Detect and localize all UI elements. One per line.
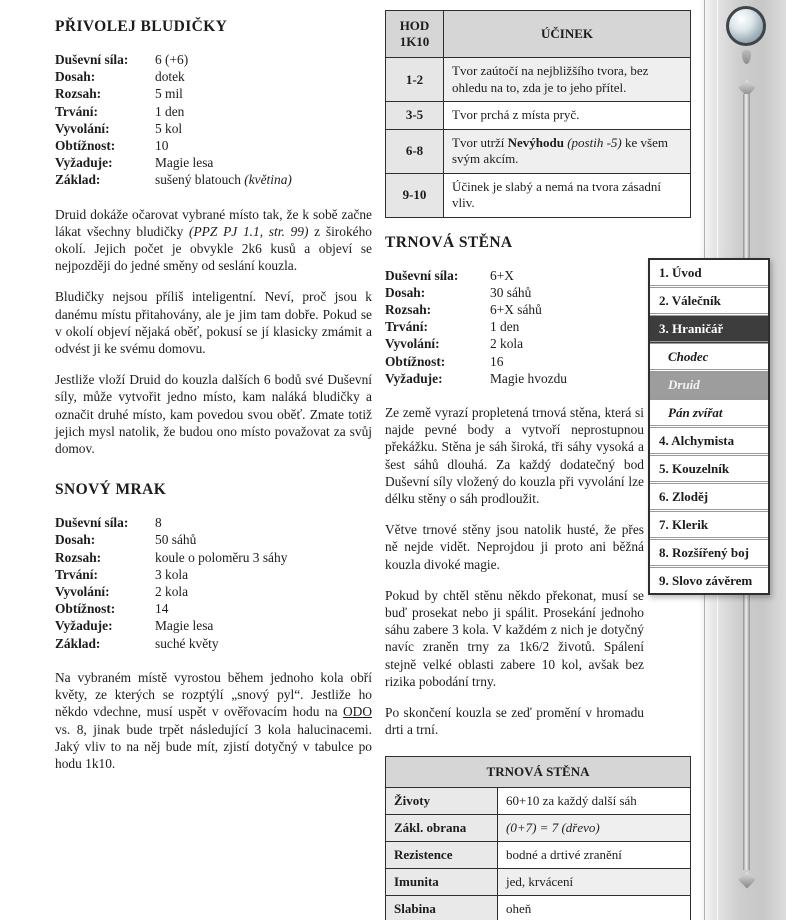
nav-item-klerik[interactable] — [650, 512, 768, 540]
paragraph: Po skončení kouzla se zeď promění v hromadu drti a trní. — [385, 704, 644, 738]
stat-row — [385, 301, 644, 318]
rod-bottom-finial-icon — [739, 872, 756, 889]
effect-table-header-roll: HOD 1K10 — [386, 11, 444, 58]
stat-value: 6+X — [490, 267, 514, 283]
stat-value: koule o poloměru 3 sáhy — [155, 549, 288, 565]
nav-item-alchymista[interactable] — [650, 428, 768, 456]
stat-value: 30 sáhů — [490, 284, 532, 300]
stat-value: dotek — [155, 69, 185, 85]
effect-cell: Tvor zaútočí na nejbližšího tvora, bez ohledu na to, zda je to jeho přítel. — [444, 58, 691, 102]
stat-row — [55, 171, 372, 188]
stat-label: Obtížnost: — [55, 138, 116, 154]
stat-label: Vyžaduje: — [55, 155, 113, 171]
stat-row — [55, 549, 372, 566]
nav-item-druid[interactable] — [650, 372, 768, 400]
table-header-row — [386, 757, 691, 788]
paragraph: Větve trnové stěny jsou natolik husté, že přes ně nejde vidět. Neprojdou ji proto ani běžná kouzla divoké magie. — [385, 522, 644, 572]
roll-cell: 6-8 — [386, 129, 444, 173]
table-row — [386, 788, 691, 815]
stat-value: 8 — [155, 515, 162, 531]
stat-label: Rozsah: — [55, 86, 102, 102]
stat-value: Magie lesa — [155, 618, 214, 634]
stat-value: 50 sáhů — [155, 532, 197, 548]
stat-row — [385, 284, 644, 301]
stat-label: Dosah: — [55, 69, 96, 85]
stat-label: Základ: — [55, 635, 101, 651]
stat-label: Vyvolání: — [55, 120, 110, 136]
jewel-drop-icon — [742, 50, 751, 64]
nav-item-rozsireny-boj[interactable] — [650, 540, 768, 568]
chapter-nav — [648, 258, 770, 595]
spell2-stat-block — [55, 514, 372, 652]
wall-stat-label: Slabina — [386, 896, 498, 920]
table-row — [386, 869, 691, 896]
nav-item-label: 1. Úvod — [659, 265, 702, 280]
stat-value: suché květy — [155, 635, 219, 651]
stat-row — [385, 318, 644, 335]
nav-item-valecnik[interactable] — [650, 288, 768, 316]
left-column — [55, 10, 372, 786]
stat-row — [55, 103, 372, 120]
wall-table-title: TRNOVÁ STĚNA — [386, 757, 691, 788]
stat-value: Magie hvozdu — [490, 370, 567, 386]
spell1-stat-block — [55, 51, 372, 189]
stat-label: Trvání: — [55, 566, 98, 582]
stat-value: 16 — [490, 353, 504, 369]
stat-row — [55, 583, 372, 600]
table-row — [386, 58, 691, 102]
nav-item-pan-zvirat[interactable] — [650, 400, 768, 428]
wall-stat-label: Zákl. obrana — [386, 815, 498, 842]
wall-stats-table — [385, 756, 691, 920]
stat-value: 10 — [155, 138, 169, 154]
table-row — [386, 173, 691, 217]
wall-stat-value: jed, krvácení — [498, 869, 691, 896]
table-header-row — [386, 11, 691, 58]
stat-value: 14 — [155, 601, 169, 617]
stat-label: Vyžaduje: — [385, 370, 443, 386]
stat-row — [55, 514, 372, 531]
effect-table — [385, 10, 691, 218]
wall-stat-label: Životy — [386, 788, 498, 815]
stat-row — [55, 600, 372, 617]
nav-item-label: 2. Válečník — [659, 293, 721, 308]
effect-cell: Tvor prchá z místa pryč. — [444, 102, 691, 130]
stat-value: 6 (+6) — [155, 52, 189, 67]
wall-stat-value: bodné a drtivé zranění — [498, 842, 691, 869]
effect-cell: Účinek je slabý a nemá na tvora zásadní vliv. — [444, 173, 691, 217]
paragraph: Bludičky nejsou příliš inteligentní. Neví, proč jsou k danému místu přitahovány, ale je jim tam dobře. Pokud se v okolí objeví nějaká oběť, pokusí se jí klasicky zmámit a odvést ji ke svému domovu. — [55, 289, 372, 357]
right-column — [385, 10, 691, 920]
wall-stat-label: Imunita — [386, 869, 498, 896]
stat-row — [385, 267, 644, 284]
effect-cell: Tvor utrží Nevýhodu (postih -5) ke všem svým akcím. — [444, 129, 691, 173]
nav-item-label: 9. Slovo závěrem — [659, 573, 753, 588]
nav-item-label: 5. Kouzelník — [659, 461, 730, 476]
stat-label: Obtížnost: — [385, 353, 446, 369]
stat-label: Dosah: — [385, 284, 426, 300]
stat-value: Magie lesa — [155, 155, 214, 171]
stat-value: 6+X sáhů — [490, 301, 542, 317]
stat-label: Duševní síla: — [385, 267, 459, 283]
stat-label: Rozsah: — [385, 301, 432, 317]
table-row — [386, 842, 691, 869]
nav-item-label: 7. Klerik — [659, 517, 709, 532]
spell-title-privolej-bludicky: PŘIVOLEJ BLUDIČKY — [55, 18, 228, 35]
roll-cell: 9-10 — [386, 173, 444, 217]
stat-row — [55, 120, 372, 137]
nav-item-label: Druid — [668, 377, 700, 392]
stat-value: sušený blatouch (květina) — [155, 172, 292, 188]
table-row — [386, 896, 691, 920]
stat-label: Duševní síla: — [55, 515, 129, 531]
nav-item-hranicar[interactable] — [650, 316, 768, 344]
stat-value: 2 kola — [155, 584, 189, 600]
wall-stat-value: oheň — [498, 896, 691, 920]
spell-title-trnova-stena: TRNOVÁ STĚNA — [385, 233, 513, 251]
stat-label: Trvání: — [55, 103, 98, 119]
stat-row — [385, 370, 644, 387]
stat-label: Trvání: — [385, 319, 428, 335]
stat-label: Duševní síla: — [55, 52, 129, 67]
nav-item-chodec[interactable] — [650, 344, 768, 372]
stat-row — [385, 335, 644, 352]
stat-row — [55, 635, 372, 652]
paragraph: Druid dokáže očarovat vybrané místo tak, že k sobě začne lákat všechny bludičky (PPZ PJ 1.1, str. 99) z širokého okolí. Jejich počet je obvykle 2k6 kusů a objeví se nejpozději do jedné směny od seslání kouzla. — [55, 206, 372, 274]
nav-item-label: 6. Zloděj — [659, 489, 709, 504]
nav-item-uvod[interactable] — [650, 260, 768, 288]
stat-value: 5 kol — [155, 120, 183, 136]
stat-label: Vyžaduje: — [55, 618, 113, 634]
wall-stat-value: (0+7) = 7 (dřevo) — [498, 815, 691, 842]
stat-value: 2 kola — [490, 336, 524, 352]
stat-row — [55, 137, 372, 154]
nav-item-label: 3. Hraničář — [659, 321, 724, 336]
stat-label: Dosah: — [55, 532, 96, 548]
stat-value: 5 mil — [155, 86, 183, 102]
nav-item-kouzelnik[interactable] — [650, 456, 768, 484]
stat-label: Vyvolání: — [385, 336, 440, 352]
stat-value: 3 kola — [155, 566, 189, 582]
paragraph: Na vybraném místě vyrostou během jednoho kola obří květy, ze kterých se rozptýlí „snový pyl“. Jestliže ho někdo vdechne, musí uspět v ověřovacím hodu na ODO vs. 8, jinak bude trpět následující 3 kola halucinacemi. Jaký vliv to na něj bude mít, zjistí dotyčný v tabulce po hodu 1k10. — [55, 669, 372, 771]
table-row — [386, 102, 691, 130]
stat-value: 1 den — [155, 103, 185, 119]
stat-label: Základ: — [55, 172, 101, 188]
wall-stat-value: 60+10 za každý další sáh — [498, 788, 691, 815]
nav-item-label: 4. Alchymista — [659, 433, 735, 448]
stat-row — [55, 85, 372, 102]
paragraph: Pokud by chtěl stěnu někdo překonat, musí se buď prosekat nebo ji spálit. Prosekání jednoho sáhu zabere 3 kola. V každém z nich je dotyčný navíc zraněn trny za 1k6/2 životů. Spálení stejně velké oblasti zabere 10 kol, avšak bez rizika pobodání trny. — [385, 587, 644, 689]
spell-title-snovy-mrak: SNOVÝ MRAK — [55, 481, 167, 499]
stat-label: Vyvolání: — [55, 584, 110, 600]
jewel-ornament-icon — [726, 6, 766, 46]
nav-item-slovo-zaverem[interactable] — [650, 568, 768, 593]
stat-row — [55, 566, 372, 583]
stat-value: 1 den — [490, 319, 520, 335]
paragraph: Ze země vyrazí propletená trnová stěna, která si najde pevné body a vytvoří neprostupnou překážku. Stěna je sáh široká, tři sáhy vysoká a šest sáhů dlouhá. Za každý dodatečný bod Duševní síly vložený do kouzla při vyvolání lze délku stěny o sáh prodloužit. — [385, 404, 644, 506]
stat-row — [385, 353, 644, 370]
nav-item-label: Chodec — [668, 349, 709, 364]
nav-item-zlodej[interactable] — [650, 484, 768, 512]
nav-item-label: 8. Rozšířený boj — [659, 545, 749, 560]
table-row — [386, 815, 691, 842]
stat-row — [55, 68, 372, 85]
paragraph: Jestliže vloží Druid do kouzla dalších 6 bodů své Duševní síly, může vytvořit jedno místo, kam naláká bludičky a označit druhé místo, kam povedou svou oběť. Zmate totiž jejich mysl natolik, že budou ono místo považovat za svůj domov. — [55, 372, 372, 457]
table-row — [386, 129, 691, 173]
stat-row — [55, 617, 372, 634]
wall-stat-label: Rezistence — [386, 842, 498, 869]
roll-cell: 1-2 — [386, 58, 444, 102]
roll-cell: 3-5 — [386, 102, 444, 130]
stat-row — [55, 154, 372, 171]
effect-table-header-effect: ÚČINEK — [444, 11, 691, 58]
nav-item-label: Pán zvířat — [668, 405, 723, 420]
stat-label: Rozsah: — [55, 549, 102, 565]
spell3-stat-block — [385, 267, 644, 387]
stat-row — [55, 531, 372, 548]
stat-row — [55, 51, 372, 68]
stat-label: Obtížnost: — [55, 601, 116, 617]
